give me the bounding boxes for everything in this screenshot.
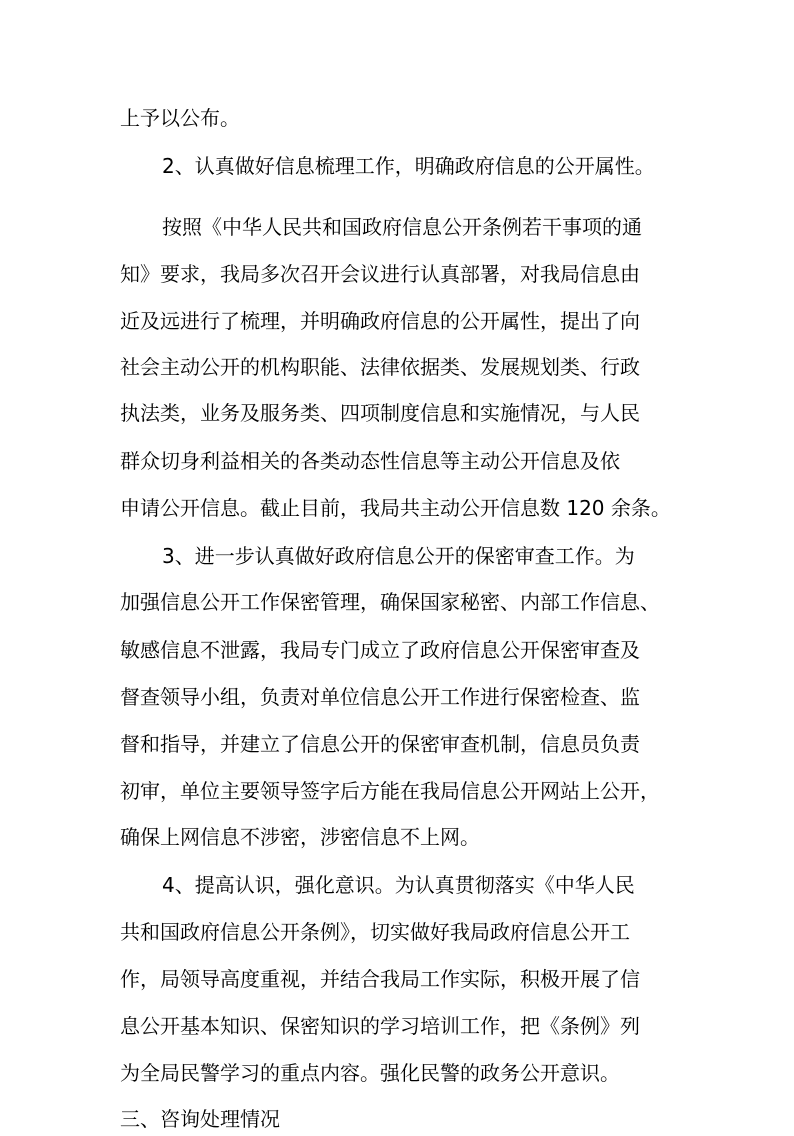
text-line: 社会主动公开的机构职能、法律依据类、发展规划类、行政 [120, 355, 640, 379]
text-line: 息公开基本知识、保密知识的学习培训工作，把《条例》列 [120, 1014, 640, 1038]
text-line: 确保上网信息不涉密，涉密信息不上网。 [120, 825, 480, 849]
text-line: 群众切身利益相关的各类动态性信息等主动公开信息及依 [120, 449, 620, 473]
section-heading-4: 4、提高认识，强化意识。为认真贯彻落实《中华人民 [162, 873, 635, 897]
text-line: 近及远进行了梳理，并明确政府信息的公开属性，提出了向 [120, 309, 640, 333]
text-line: 共和国政府信息公开条例》，切实做好我局政府信息公开工 [120, 920, 630, 944]
section-heading-2: 2、认真做好信息梳理工作，明确政府信息的公开属性。 [162, 154, 655, 178]
text-line: 初审，单位主要领导签字后方能在我局信息公开网站上公开， [120, 779, 660, 803]
text-line: 执法类，业务及服务类、四项制度信息和实施情况，与人民 [120, 401, 640, 425]
section-title: 三、咨询处理情况 [120, 1107, 280, 1131]
text-line: 作，局领导高度重视，并结合我局工作实际，积极开展了信 [120, 967, 640, 991]
text-line: 申请公开信息。截止目前，我局共主动公开信息数 120 余条。 [120, 496, 671, 520]
text-line: 加强信息公开工作保密管理，确保国家秘密、内部工作信息、 [120, 590, 660, 614]
text-line: 为全局民警学习的重点内容。强化民警的政务公开意识。 [120, 1061, 620, 1085]
text-line: 督查领导小组，负责对单位信息公开工作进行保密检查、监 [120, 685, 640, 709]
section-heading-3: 3、进一步认真做好政府信息公开的保密审查工作。为 [162, 544, 635, 568]
text-line: 督和指导，并建立了信息公开的保密审查机制，信息员负责 [120, 732, 640, 756]
text-line: 知》要求，我局多次召开会议进行认真部署，对我局信息由 [120, 262, 640, 286]
text-line: 按照《中华人民共和国政府信息公开条例若干事项的通 [162, 215, 642, 239]
text-line: 上予以公布。 [120, 106, 240, 130]
text-line: 敏感信息不泄露，我局专门成立了政府信息公开保密审查及 [120, 638, 640, 662]
